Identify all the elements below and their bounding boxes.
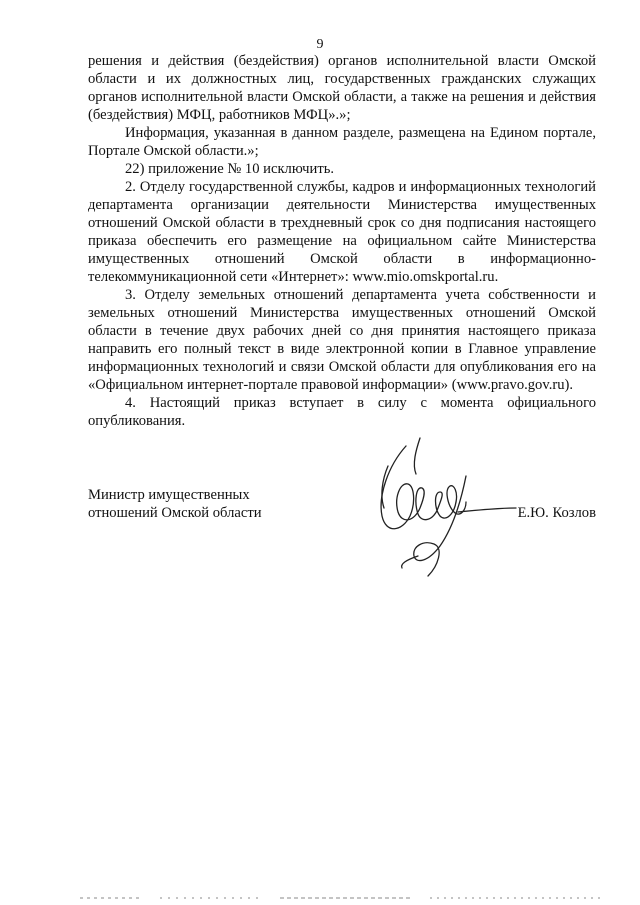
paragraph-info-placement: Информация, указанная в данном разделе, размещена на Едином портале, Портале Омской области.»; xyxy=(88,125,596,159)
page-number: 9 xyxy=(316,37,324,52)
scan-artifact-marks xyxy=(80,896,600,900)
signatory-name: Е.Ю. Козлов xyxy=(517,505,596,521)
signatory-title-line1: Министр имущественных xyxy=(88,487,250,503)
paragraph-clause-3: 3. Отделу земельных отношений департамента учета собственности и земельных отношений Министерства имущественных отношений Омской области в течение двух рабочих дней со дня принятия настоящего приказа направить его полный текст в виде электронной копии в Главное управление информационных технологий и связи Омской области для опубликования его на «Официальном интернет-портале правовой информации» (www.pravo.gov.ru). xyxy=(88,287,596,393)
paragraph-item-22: 22) приложение № 10 исключить. xyxy=(125,161,335,177)
paragraph-continuation: решения и действия (бездействия) органов исполнительной власти Омской области и их должностных лиц, государственных гражданских служащих органов исполнительной власти Омской области, а также на решения и действия (бездействия) МФЦ, работников МФЦ».»; xyxy=(88,53,596,123)
paragraph-clause-4: 4. Настоящий приказ вступает в силу с момента официального опубликования. xyxy=(88,395,596,429)
document-body xyxy=(88,52,596,430)
signatory-title-line2: отношений Омской области xyxy=(88,505,262,521)
paragraph-clause-2: 2. Отделу государственной службы, кадров и информационных технологий департамента организации деятельности Министерства имущественных отношений Омской области в трехдневный срок со дня подписания настоящего приказа обеспечить его размещение на официальном сайте Министерства имущественных отношений Омской области в информационно-телекоммуникационной сети «Интернет»: www.mio.omskportal.ru. xyxy=(88,179,596,285)
signature-block xyxy=(88,486,596,522)
